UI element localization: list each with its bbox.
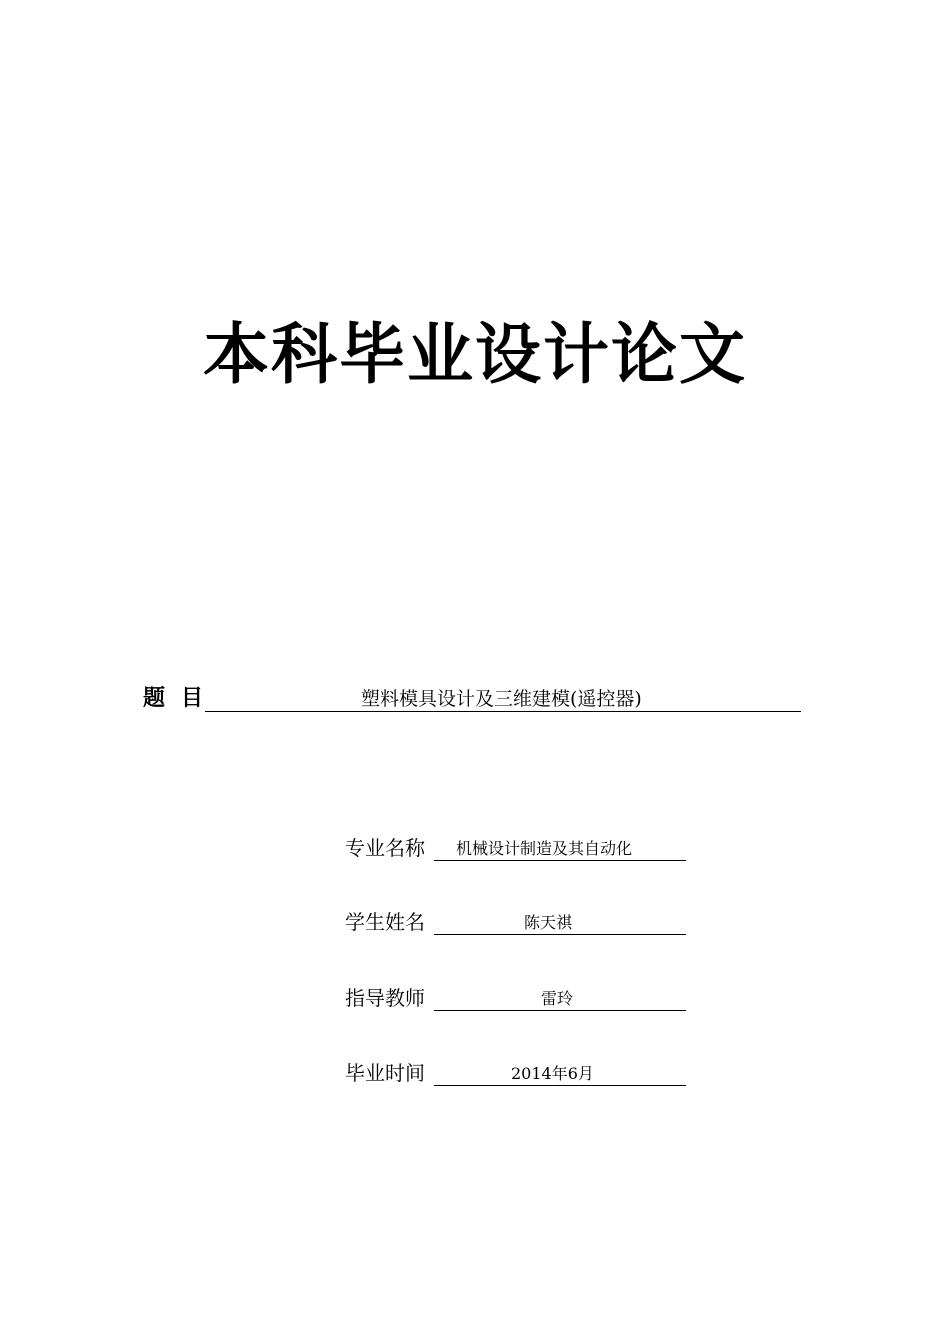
major-row (345, 833, 690, 865)
topic-label (143, 684, 203, 714)
date-row (345, 1058, 690, 1090)
graduation-date-value: 2014年6月 (511, 1064, 594, 1083)
topic-label-part2: 目 (181, 686, 204, 711)
topic-value: 塑料模具设计及三维建模(遥控器) (361, 688, 642, 710)
thesis-cover-title: 本科毕业设计论文 (203, 316, 747, 393)
advisor-label: 指导教师 (345, 986, 425, 1010)
advisor-row (345, 983, 690, 1015)
student-name-value: 陈天祺 (524, 913, 573, 932)
topic-row (143, 684, 803, 714)
topic-label-part1: 题 (143, 686, 166, 711)
advisor-value: 雷玲 (541, 989, 574, 1008)
major-label: 专业名称 (345, 836, 425, 860)
student-label: 学生姓名 (345, 910, 425, 934)
date-label: 毕业时间 (345, 1061, 425, 1085)
major-value: 机械设计制造及其自动化 (456, 839, 633, 858)
student-row (345, 907, 690, 939)
